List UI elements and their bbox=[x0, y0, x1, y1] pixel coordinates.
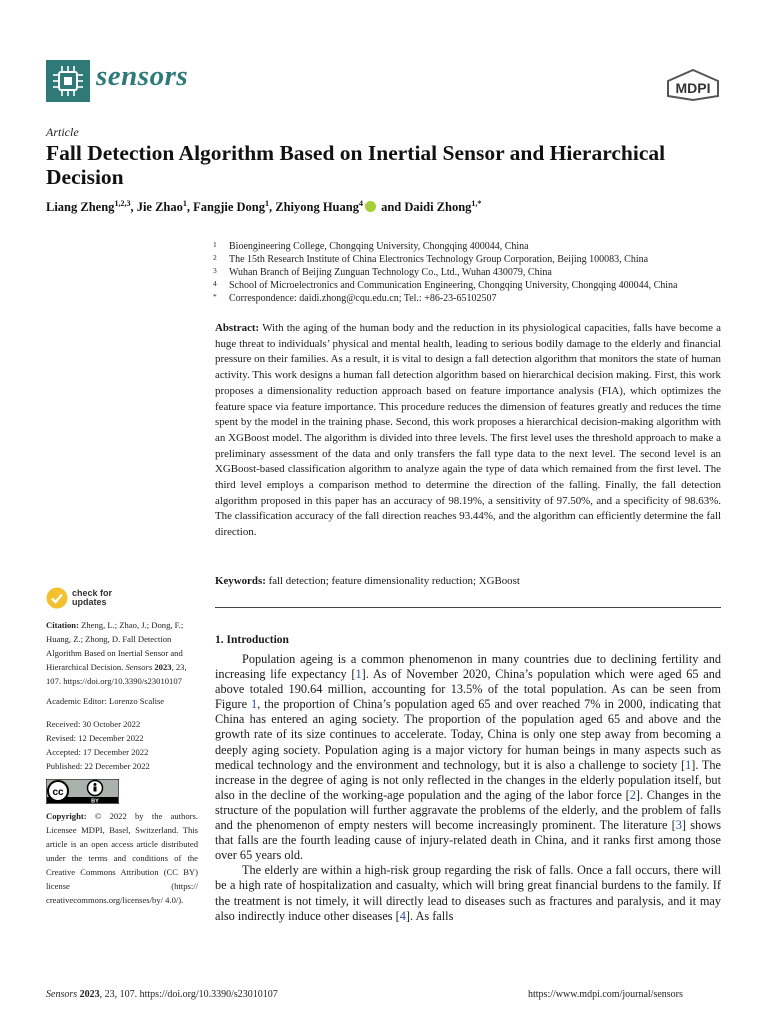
paragraph bbox=[215, 863, 721, 923]
mdpi-logo-icon[interactable] bbox=[664, 68, 722, 102]
author-name[interactable]: Fangjie Dong bbox=[193, 200, 265, 215]
citation-link[interactable]: 4 bbox=[399, 908, 406, 923]
footer-journal-url[interactable]: https://www.mdpi.com/journal/sensors bbox=[528, 989, 683, 1000]
affiliation-mark: 3 bbox=[213, 266, 217, 275]
author-affiliation-mark: 4 bbox=[358, 199, 363, 208]
keywords bbox=[215, 574, 721, 589]
affiliation-mark: 1 bbox=[213, 240, 217, 249]
body-text: ]. As of November 2020, China’s population which were aged 65 and above totaled 190.64 million, accounting for 13.5% of the total population. As can be seen from Figure bbox=[215, 667, 721, 712]
author-separator: , bbox=[130, 200, 137, 215]
abstract-text: With the aging of the human body and the reduction in its physiological capacities, falls have become a huge threat to individuals’ physical and mental health, leading to serious bodily damage to the elderly and financial pressure on their families. As a result, it is vital to design a fall detection algorithm that monitors the state of human activity. This work designs a human fall detection algorithm based on hierarchical decision making. First, this work proposes a dimensionality reduction approach based on feature importance analysis (FIA), which optimizes the feature space via feature importance. This procedure reduces the dimension of features greatly and reduces the time spent by the model in the training phase. Second, this work proposes a hierarchical decision-making algorithm with an XGBoost model. The algorithm is divided into three levels. The first level uses the threshold approach to make a preliminary assessment of the data and only transfers the fall type data to the next level. The second level is an XGBoost-based classification algorithm to analyze again the type of data which remained from the first level. The third level employs a comparison method to determine the direction of the falling. Finally, the fall detection algorithm proposed in this paper has an accuracy of 98.19%, a sensitivity of 97.50%, and a specificity of 98.63%. The classification accuracy of the fall direction reaches 93.44%, and the algorithm can efficiently determine the fall direction. bbox=[215, 322, 722, 539]
check-for-updates-button[interactable] bbox=[46, 586, 198, 610]
keywords-text: fall detection; feature dimensionality reduction; XGBoost bbox=[268, 575, 520, 587]
sidebar bbox=[46, 586, 198, 907]
received-date: Received: 30 October 2022 bbox=[46, 719, 141, 729]
introduction-body bbox=[215, 652, 721, 924]
citation-journal: Sensors bbox=[125, 662, 153, 672]
copyright-notice bbox=[46, 809, 198, 907]
article-type: Article bbox=[46, 125, 79, 139]
author-name[interactable]: Liang Zheng bbox=[46, 200, 115, 215]
correspondence-item bbox=[213, 292, 733, 305]
affiliation-text: School of Microelectronics and Communication Engineering, Chongqing University, Chongqing 400044, China bbox=[229, 280, 678, 291]
copyright-label: Copyright: bbox=[46, 811, 87, 821]
citation-block bbox=[46, 618, 198, 688]
affiliation-mark: 4 bbox=[213, 279, 217, 288]
citation-link[interactable]: 3 bbox=[675, 818, 682, 833]
author-name[interactable]: Zhiyong Huang bbox=[275, 200, 359, 215]
author-name[interactable]: Daidi Zhong bbox=[404, 200, 472, 215]
paragraph bbox=[215, 652, 721, 863]
body-text: ]. Changes in the structure of the population will further aggravate the problems of the elderly, and the problem of falls and the phenomenon of empty nesters will become increasingly prominent. The literature [ bbox=[215, 787, 721, 833]
check-updates-icon bbox=[46, 587, 68, 609]
academic-editor: Academic Editor: Lorenzo Scalise bbox=[46, 696, 165, 706]
body-text: ]. The increase in the degree of aging is not only reflected in the changes in the elderly population itself, but also in the decline of the working-age population and the aging of the labor force [ bbox=[215, 757, 722, 802]
citation-text: Zheng, L.; Zhao, J.; Dong, F.; Huang, Z.; Zhong, D. Fall Detection Algorithm Based on Inertial Sensor and Hierarchical Decision. bbox=[46, 620, 184, 672]
affiliation-text: Bioengineering College, Chongqing University, Chongqing 400044, China bbox=[229, 241, 529, 252]
citation-volume: , 23, 107. bbox=[46, 662, 187, 686]
author-affiliation-mark: 1,* bbox=[471, 199, 482, 208]
citation-link[interactable]: 1 bbox=[355, 667, 362, 682]
abstract-label: Abstract: bbox=[215, 322, 260, 334]
citation-year: 2023 bbox=[154, 662, 172, 672]
cc-label: BY bbox=[91, 798, 99, 804]
citation-link[interactable]: 2 bbox=[629, 787, 636, 802]
section-heading-introduction: 1. Introduction bbox=[215, 634, 289, 646]
copyright-text: © 2022 by the authors. Licensee MDPI, Basel, Switzerland. This article is an open access article distributed under the terms and conditions of the Creative Commons Attribution (CC BY) license (https:// creativecommons.org/licenses/by/ 4.0/). bbox=[46, 811, 198, 905]
author-separator: , bbox=[186, 200, 194, 215]
author-affiliation-mark: 1 bbox=[182, 199, 187, 208]
body-text: The elderly are within a high-risk group regarding the risk of falls. Once a fall occurs, there will be a high rate of hospitalization and casualty, which will bring great financial burdens to the family. If the treatment is not timely, it will directly lead to diseases such as fractures and paralysis, and it may also indirectly induce other diseases [ bbox=[215, 863, 721, 923]
cc-by-license-icon[interactable] bbox=[46, 779, 119, 804]
body-text: ]. As falls bbox=[405, 908, 454, 923]
citation-doi[interactable]: https://doi.org/10.3390/s23010107 bbox=[63, 676, 182, 686]
correspondence-text: Correspondence: daidi.zhong@cqu.edu.cn; Tel.: +86-23-65102507 bbox=[229, 293, 497, 304]
footer-citation bbox=[46, 989, 278, 1000]
affiliation-item bbox=[213, 266, 733, 279]
affiliation-text: Wuhan Branch of Beijing Zunguan Technology Co., Ltd., Wuhan 430079, China bbox=[229, 267, 552, 278]
published-date: Published: 22 December 2022 bbox=[46, 761, 150, 771]
author-affiliation-mark: 1 bbox=[265, 199, 269, 208]
affiliation-text: The 15th Research Institute of China Electronics Technology Group Corporation, Beijing 100083, China bbox=[229, 254, 649, 265]
author-separator: , bbox=[269, 200, 276, 215]
accepted-date: Accepted: 17 December 2022 bbox=[46, 747, 149, 757]
footer-journal: Sensors bbox=[46, 989, 78, 1000]
affiliations-list bbox=[213, 240, 733, 305]
footer-year: 2023 bbox=[79, 989, 100, 1000]
author-separator: and bbox=[377, 200, 405, 215]
figure-link[interactable]: 1 bbox=[251, 697, 258, 712]
check-updates-line2: updates bbox=[72, 597, 107, 607]
section-divider bbox=[215, 607, 721, 608]
paper-title: Fall Detection Algorithm Based on Inertial Sensor and Hierarchical Decision bbox=[46, 141, 666, 189]
publisher-logo-text: MDPI bbox=[675, 80, 711, 96]
affiliation-item bbox=[213, 253, 733, 266]
citation-link[interactable]: 1 bbox=[685, 757, 692, 772]
affiliation-item bbox=[213, 279, 733, 292]
abstract bbox=[215, 321, 721, 541]
check-updates-line1: check for bbox=[72, 588, 113, 598]
revised-date: Revised: 12 December 2022 bbox=[46, 733, 144, 743]
affiliation-mark: * bbox=[213, 292, 217, 301]
orcid-icon[interactable] bbox=[365, 201, 376, 212]
body-text: , the proportion of China’s population aged 65 and over reached 7% in 2000, indicating that China has entered an aging society. The proportion of the population aged 65 and above and the growth rate of its size continues to accelerate. Today, China is only one step away from becoming a deeply aging society. Population aging is a major victory for human beings in many aspects such as medical technology and the environment and technology, but it is also a challenge to society [ bbox=[215, 697, 721, 772]
affiliation-item bbox=[213, 240, 733, 253]
footer-doi[interactable]: , 23, 107. https://doi.org/10.3390/s23010107 bbox=[99, 989, 278, 1000]
author-affiliation-mark: 1,2,3 bbox=[114, 199, 131, 208]
keywords-label: Keywords: bbox=[215, 575, 266, 587]
journal-logo-icon[interactable] bbox=[46, 60, 90, 102]
svg-text:cc: cc bbox=[52, 787, 64, 798]
citation-label: Citation: bbox=[46, 620, 79, 630]
author-name[interactable]: Jie Zhao bbox=[136, 200, 183, 215]
journal-name[interactable]: sensors bbox=[96, 60, 189, 92]
affiliation-mark: 2 bbox=[213, 253, 217, 262]
body-text: ] shows that falls are the fourth leading cause of injury-related death in China, and it ranks first among those over 65 years old. bbox=[215, 818, 722, 863]
author-list bbox=[46, 199, 736, 215]
body-text: Population ageing is a common phenomenon in many countries due to declining fertility and increasing life expectancy [ bbox=[215, 652, 721, 682]
